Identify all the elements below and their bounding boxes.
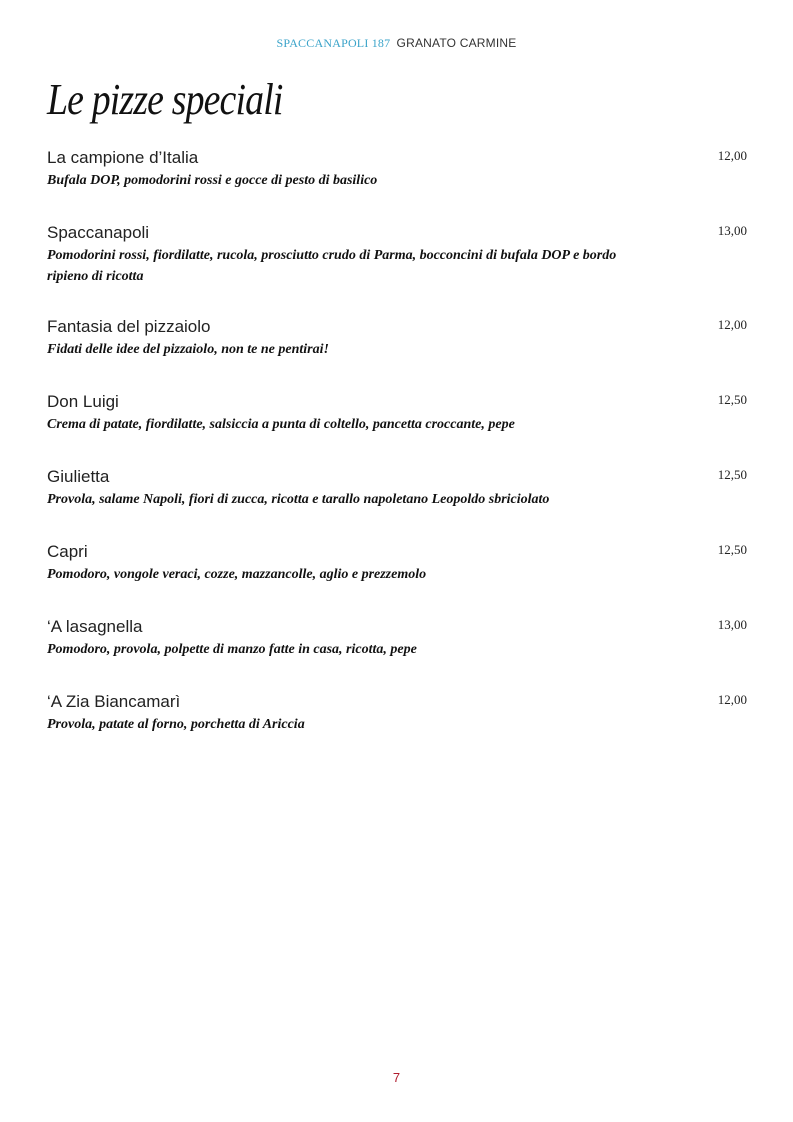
- item-price: 12,00: [717, 692, 747, 707]
- item-name: La campione d’Italia: [47, 148, 199, 167]
- item-name: Capri: [47, 542, 88, 561]
- item-description: Bufala DOP, pomodorini rossi e gocce di pesto di basilico: [47, 173, 378, 188]
- menu-item: [47, 540, 747, 615]
- item-name: Fantasia del pizzaiolo: [47, 317, 211, 336]
- item-description: Pomodorini rossi, fiordilatte, rucola, prosciutto crudo di Parma, bocconcini di bufala DOP e bordo ripieno di ricotta: [47, 248, 617, 284]
- item-price: 13,00: [717, 617, 747, 632]
- item-name: Giulietta: [47, 467, 110, 486]
- item-description: Provola, patate al forno, porchetta di Ariccia: [47, 717, 305, 732]
- item-price: 12,50: [717, 467, 747, 482]
- page-header: [0, 36, 793, 51]
- item-price: 12,50: [717, 542, 747, 557]
- section-title: Le pizze speciali: [47, 75, 283, 124]
- restaurant-name: SPACCANAPOLI 187: [276, 36, 391, 50]
- menu-item: [47, 690, 747, 765]
- menu-item: [47, 221, 747, 315]
- item-name: ‘A Zia Biancamarì: [47, 692, 181, 711]
- menu-item: [47, 146, 747, 221]
- item-price: 12,00: [717, 317, 747, 332]
- item-name: Spaccanapoli: [47, 223, 150, 242]
- item-description: Pomodoro, vongole veraci, cozze, mazzancolle, aglio e prezzemolo: [47, 567, 427, 582]
- item-description: Crema di patate, fiordilatte, salsiccia a punta di coltello, pancetta croccante, pepe: [47, 417, 515, 432]
- item-name: ‘A lasagnella: [47, 617, 143, 636]
- item-name: Don Luigi: [47, 392, 119, 411]
- menu-list: [47, 146, 747, 765]
- item-description: Provola, salame Napoli, fiori di zucca, ricotta e tarallo napoletano Leopoldo sbriciolato: [47, 492, 550, 507]
- menu-item: [47, 390, 747, 465]
- menu-item: [47, 315, 747, 390]
- item-price: 13,00: [717, 223, 747, 238]
- page-number: 7: [392, 1070, 401, 1085]
- menu-item: [47, 615, 747, 690]
- item-description: Fidati delle idee del pizzaiolo, non te ne pentirai!: [47, 342, 329, 357]
- item-description: Pomodoro, provola, polpette di manzo fatte in casa, ricotta, pepe: [47, 642, 417, 657]
- menu-item: [47, 465, 747, 540]
- owner-name: GRANATO CARMINE: [396, 36, 517, 50]
- item-price: 12,50: [717, 392, 747, 407]
- item-price: 12,00: [717, 148, 747, 163]
